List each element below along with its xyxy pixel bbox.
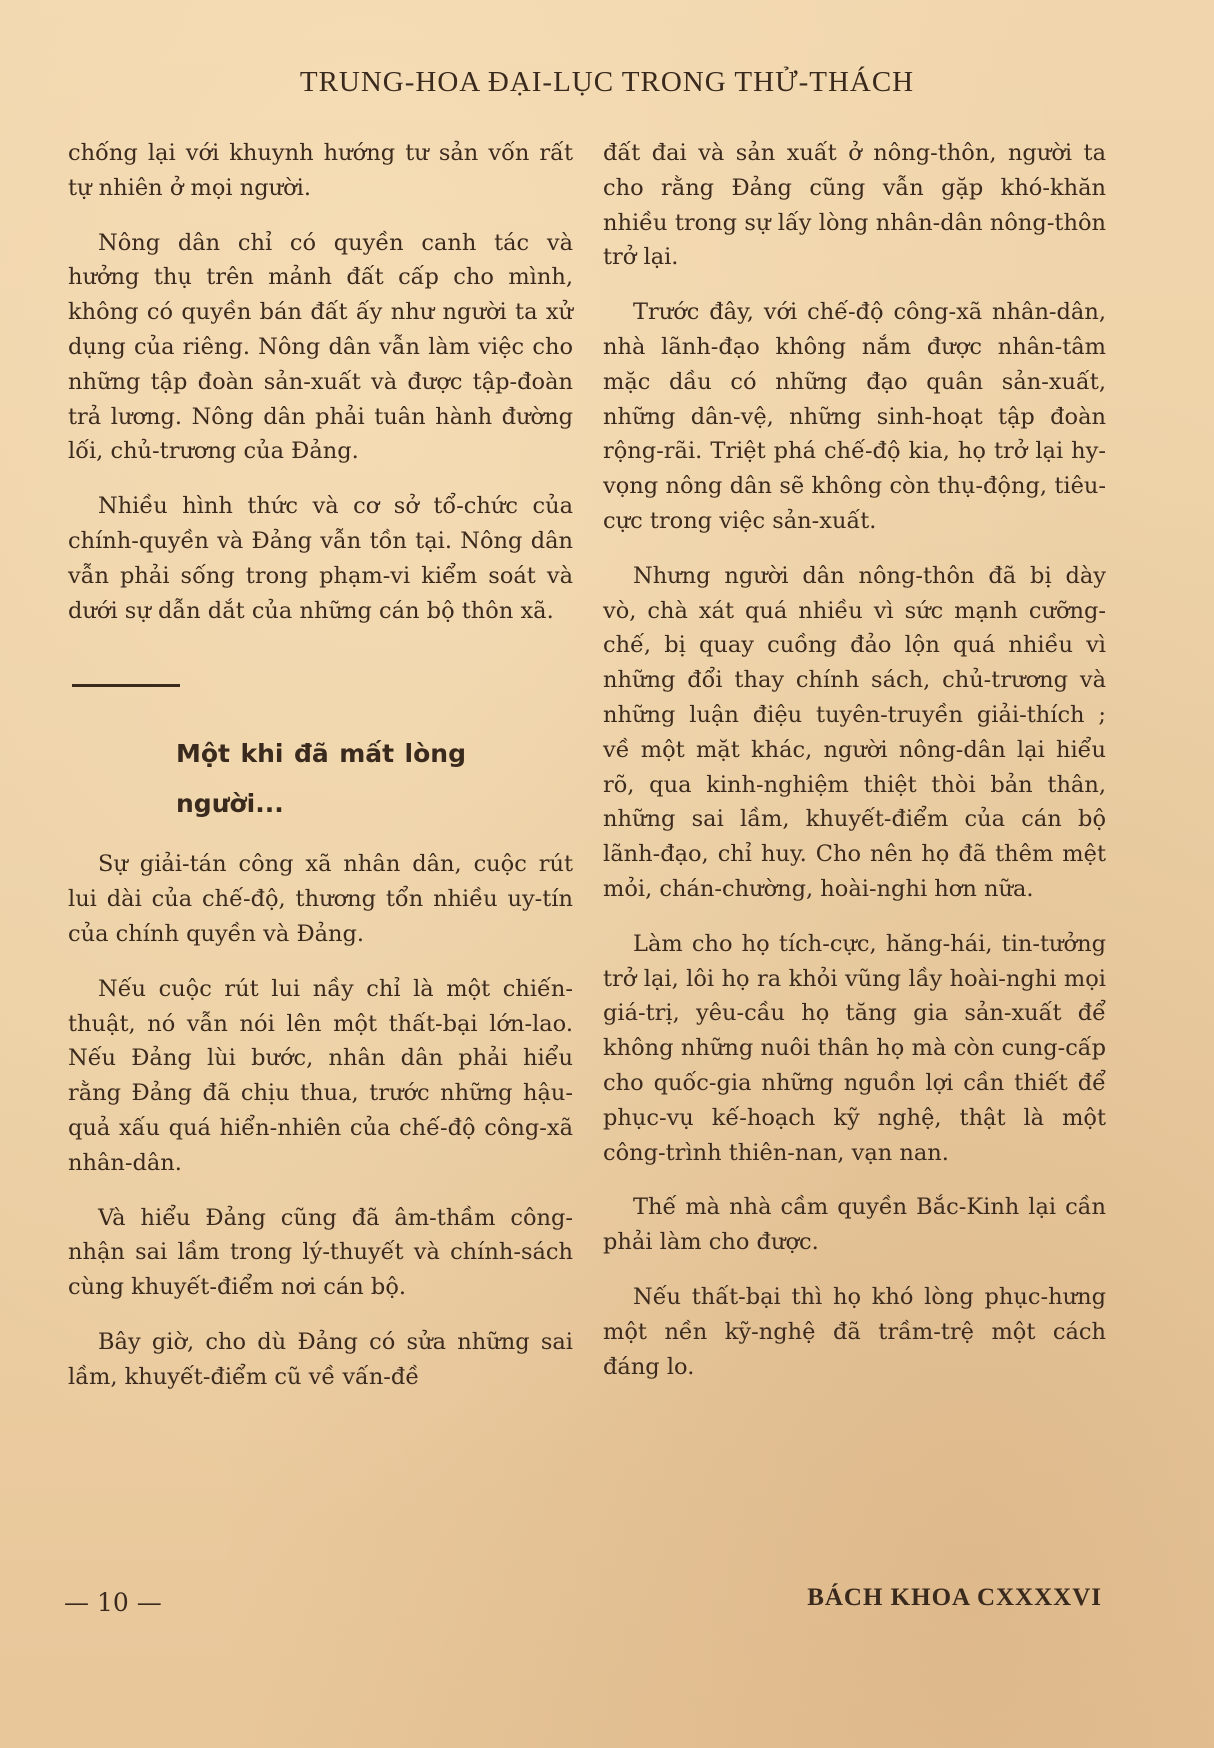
paragraph: Làm cho họ tích-cực, hăng-hái, tin-tưởng trở lại, lôi họ ra khỏi vũng lầy hoài-nghi mọi giá-trị, yêu-cầu họ tăng gia sản-xuất để không những nuôi thân họ mà còn cung-cấp cho quốc-gia những nguồn lợi cần thiết để phục-vụ kế-hoạch kỹ nghệ, thật là một công-trình thiên-nan, vạn nan. (603, 930, 1106, 1166)
paragraph: Nếu cuộc rút lui nầy chỉ là một chiến-thuật, nó vẫn nói lên một thất-bại lớn-lao. Nếu Đảng lùi bước, nhân dân phải hiểu rằng Đảng đã chịu thua, trước những hậu-quả xấu quá hiển-nhiên của chế-độ công-xã nhân-dân. (68, 975, 573, 1176)
section-heading: Một khi đã mất lòng người... (176, 739, 466, 819)
left-column (68, 136, 573, 1415)
journal-name: BÁCH KHOA CXXXXVI (807, 1584, 1102, 1611)
paragraph: Nông dân chỉ có quyền canh tác và hưởng thụ trên mảnh đất cấp cho mình, không có quyền bán đất ấy như người ta xử dụng của riêng. Nông dân vẫn làm việc cho những tập đoàn sản-xuất và được tập-đoàn trả lương. Nông dân phải tuân hành đường lối, chủ-trương của Đảng. (68, 229, 573, 465)
paragraph: Nhưng người dân nông-thôn đã bị dày vò, chà xát quá nhiều vì sức mạnh cưỡng-chế, bị quay cuồng đảo lộn quá nhiều vì những đổi thay chính sách, chủ-trương và những luận điệu tuyên-truyền giải-thích ; về một mặt khác, người nông-dân lại hiểu rõ, qua kinh-nghiệm thiệt thòi bản thân, những sai lầm, khuyết-điểm của cán bộ lãnh-đạo, chỉ huy. Cho nên họ đã thêm mệt mỏi, chán-chường, hoài-nghi hơn nữa. (603, 562, 1106, 902)
paragraph: chống lại với khuynh hướng tư sản vốn rất tự nhiên ở mọi người. (68, 140, 573, 201)
paragraph: đất đai và sản xuất ở nông-thôn, người ta cho rằng Đảng cũng vẫn gặp khó-khăn nhiều trong sự lấy lòng nhân-dân nông-thôn trở lại. (603, 140, 1106, 271)
right-column (603, 136, 1106, 1404)
paragraph: Sự giải-tán công xã nhân dân, cuộc rút lui dài của chế-độ, thương tổn nhiều uy-tín của chính quyền và Đảng. (68, 851, 573, 947)
page-number: — 10 — (64, 1588, 162, 1617)
paragraph: Nếu thất-bại thì họ khó lòng phục-hưng một nền kỹ-nghệ đã trầm-trệ một cách đáng lo. (603, 1283, 1106, 1380)
paragraph: Thế mà nhà cầm quyền Bắc-Kinh lại cần phải làm cho được. (603, 1194, 1106, 1256)
running-title: TRUNG-HOA ĐẠI-LỤC TRONG THỬ-THÁCH (299, 66, 915, 98)
paragraph: Nhiều hình thức và cơ sở tổ-chức của chính-quyền và Đảng vẫn tồn tại. Nông dân vẫn phải sống trong phạm-vi kiểm soát và dưới sự dẫn dắt của những cán bộ thôn xã. (68, 493, 573, 624)
paragraph: Và hiểu Đảng cũng đã âm-thầm công-nhận sai lầm trong lý-thuyết và chính-sách cùng khuyết-điểm nơi cán bộ. (68, 1204, 573, 1301)
section-divider (72, 684, 180, 687)
paragraph: Bây giờ, cho dù Đảng có sửa những sai lầm, khuyết-điểm cũ về vấn-đề (68, 1328, 573, 1390)
paragraph: Trước đây, với chế-độ công-xã nhân-dân, nhà lãnh-đạo không nắm được nhân-tâm mặc dầu có những đạo quân sản-xuất, những dân-vệ, những sinh-hoạt tập đoàn rộng-rãi. Triệt phá chế-độ kia, họ trở lại hy-vọng nông dân sẽ không còn thụ-động, tiêu-cực trong việc sản-xuất. (603, 299, 1106, 534)
